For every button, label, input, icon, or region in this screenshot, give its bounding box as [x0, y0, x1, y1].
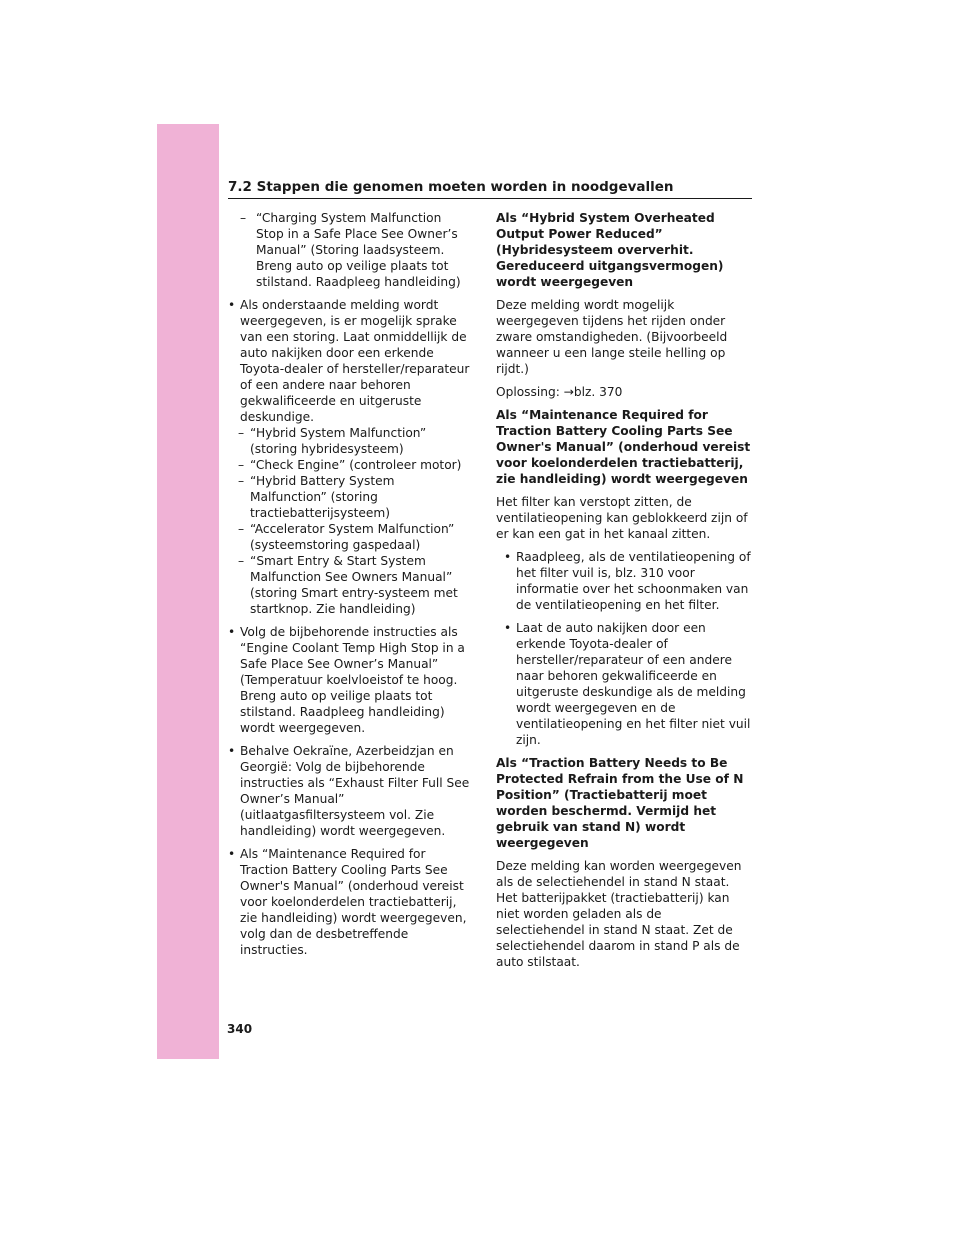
bullet-item	[228, 743, 470, 839]
dash-marker: –	[238, 474, 245, 488]
bullet-item	[504, 620, 754, 748]
subsection-heading: Als “Hybrid System Overheated Output Power Reduced” (Hybridesysteem oververhit. Gereduceerd uitgangsvermogen) wordt weergegeven	[496, 211, 724, 289]
paragraph: Oplossing: →blz. 370	[496, 385, 623, 399]
bullet-text: Als “Maintenance Required for Traction Battery Cooling Parts See Owner's Manual” (onderhoud vereist voor koelonderdelen tractiebatterij, zie handleiding) wordt weergegeven, volg dan de desbetreffende instructies.	[240, 847, 467, 957]
header-rule	[228, 198, 752, 199]
dash-marker: –	[240, 211, 247, 225]
dash-marker: –	[238, 554, 245, 568]
subsection-heading: Als “Maintenance Required for Traction Battery Cooling Parts See Owner's Manual” (onderhoud vereist voor koelonderdelen tractiebatterij, zie handleiding) wordt weergegeven	[496, 408, 751, 486]
dash-marker: –	[238, 426, 245, 440]
sub-item	[238, 521, 470, 553]
side-color-band	[157, 124, 219, 1059]
dash-marker: –	[238, 522, 245, 536]
bullet-text: Volg de bijbehorende instructies als “Engine Coolant Temp High Stop in a Safe Place See Owner’s Manual” (Temperatuur koelvloeistof te hoog. Breng auto op veilige plaats tot stilstand. Raadpleeg handleiding) wordt weergegeven.	[240, 625, 465, 735]
bullet-marker: •	[228, 744, 236, 758]
sub-item-text: “Check Engine” (controleer motor)	[250, 458, 462, 472]
bullet-marker: •	[228, 298, 236, 312]
sub-item	[238, 457, 470, 473]
sub-item	[238, 553, 470, 617]
paragraph: Deze melding wordt mogelijk weergegeven tijdens het rijden onder zware omstandigheden. (Bijvoorbeeld wanneer u een lange steile helling op rijdt.)	[496, 298, 728, 376]
bullet-marker: •	[504, 621, 512, 635]
paragraph: Deze melding kan worden weergegeven als de selectiehendel in stand N staat. Het batterijpakket (tractiebatterij) kan niet worden geladen als de selectiehendel in stand N staat. Zet de selectiehendel daarom in stand P als de auto stilstaat.	[496, 859, 742, 969]
bullet-item	[504, 549, 754, 613]
sub-item-text: “Hybrid System Malfunction” (storing hybridesysteem)	[250, 426, 427, 456]
dash-item	[240, 210, 470, 290]
bullet-text: Laat de auto nakijken door een erkende Toyota-dealer of hersteller/reparateur of een andere naar behoren gekwalificeerde en uitgeruste deskundige als de melding wordt weergegeven en de ventilatieopening en het filter niet vuil zijn.	[516, 621, 751, 747]
dash-text: “Charging System Malfunction Stop in a Safe Place See Owner’s Manual” (Storing laadsysteem. Breng auto op veilige plaats tot stilstand. Raadpleeg handleiding)	[256, 211, 461, 289]
sub-item-text: “Accelerator System Malfunction” (systeemstoring gaspedaal)	[250, 522, 455, 552]
bullet-item	[228, 297, 470, 617]
bullet-text: Behalve Oekraïne, Azerbeidzjan en Georgië: Volg de bijbehorende instructies als “Exhaust Filter Full See Owner’s Manual” (uitlaatgasfiltersysteem vol. Zie handleiding) wordt weergegeven.	[240, 744, 470, 838]
page-number: 340	[227, 1022, 253, 1036]
paragraph: Het filter kan verstopt zitten, de ventilatieopening kan geblokkeerd zijn of er kan een gat in het kanaal zitten.	[496, 495, 748, 541]
bullet-marker: •	[228, 625, 236, 639]
sub-item-text: “Smart Entry & Start System Malfunction See Owners Manual” (storing Smart entry-systeem met startknop. Zie handleiding)	[250, 554, 458, 616]
subsection-heading: Als “Traction Battery Needs to Be Protected Refrain from the Use of N Position” (Tractiebatterij moet worden beschermd. Vermijd het gebruik van stand N) wordt weergegeven	[496, 756, 744, 850]
sub-item-text: “Hybrid Battery System Malfunction” (storing tractiebatterijsysteem)	[250, 474, 395, 520]
dash-marker: –	[238, 458, 245, 472]
sub-item	[238, 425, 470, 457]
bullet-marker: •	[228, 847, 236, 861]
bullet-item	[228, 846, 470, 958]
section-title: 7.2 Stappen die genomen moeten worden in noodgevallen	[228, 179, 674, 195]
left-column	[228, 210, 470, 958]
bullet-text: Als onderstaande melding wordt weergegeven, is er mogelijk sprake van een storing. Laat onmiddellijk de auto nakijken door een erkende Toyota-dealer of hersteller/reparateur of een andere naar behoren gekwalificeerde en uitgeruste deskundige.	[240, 298, 470, 424]
right-column	[496, 210, 754, 970]
bullet-marker: •	[504, 550, 512, 564]
bullet-item	[228, 624, 470, 736]
bullet-text: Raadpleeg, als de ventilatieopening of het filter vuil is, blz. 310 voor informatie over het schoonmaken van de ventilatieopening en het filter.	[516, 550, 751, 612]
sub-item	[238, 473, 470, 521]
